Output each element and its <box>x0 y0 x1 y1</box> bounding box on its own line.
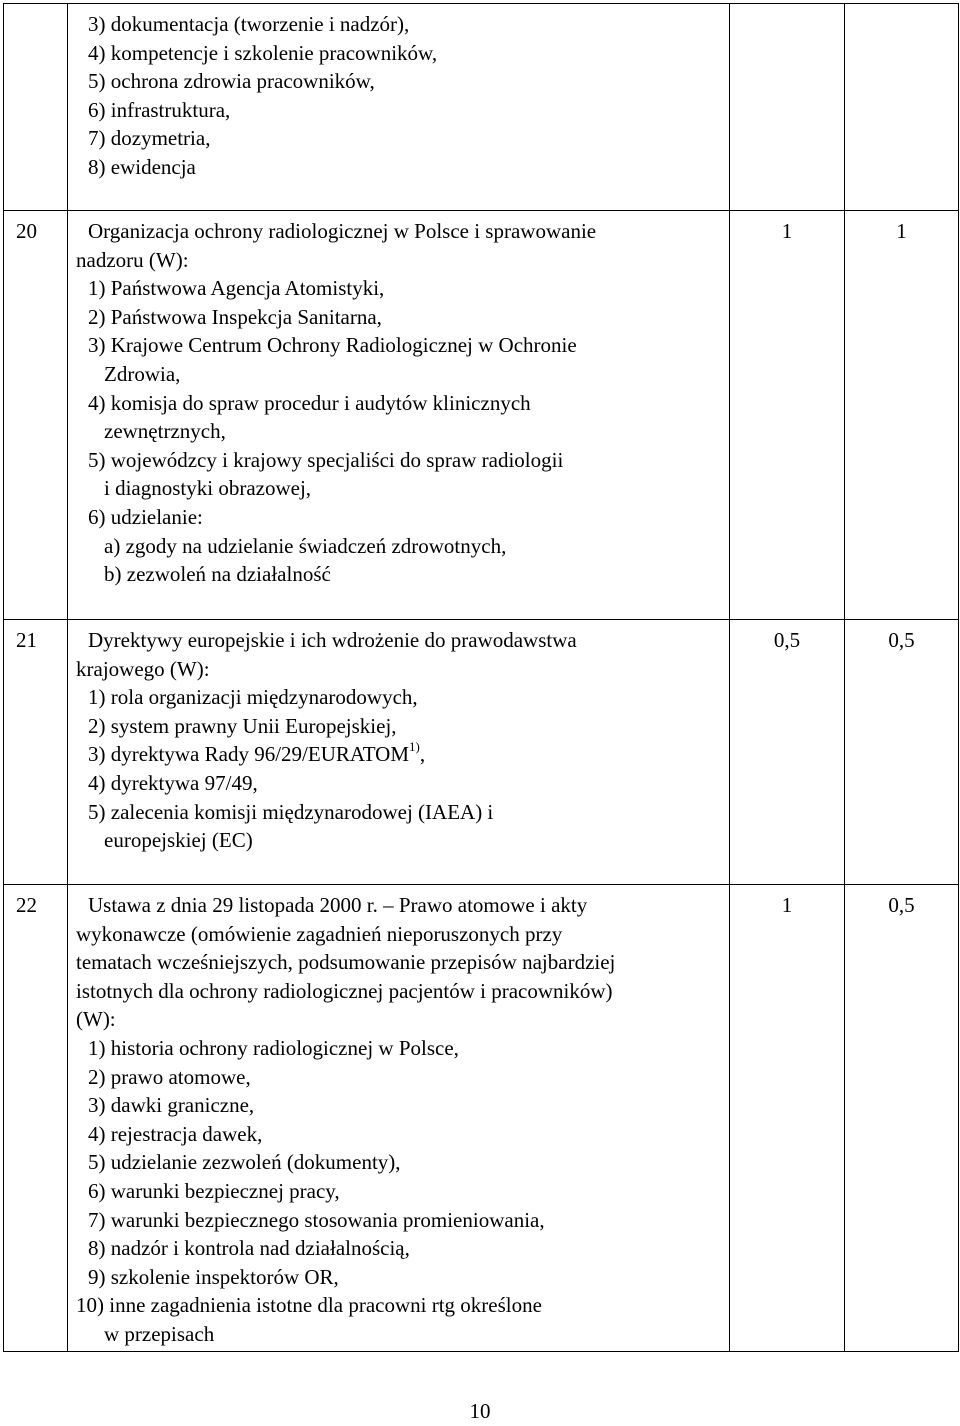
topic-line: 9) szkolenie inspektorów OR, <box>88 1264 339 1289</box>
topic-line: 5) zalecenia komisji międzynarodowej (IAEA) i <box>88 799 494 824</box>
hours-cell-2: 0,5 <box>845 885 959 1352</box>
topic-line: 4) kompetencje i szkolenie pracowników, <box>88 40 438 65</box>
topic-line: 4) rejestracja dawek, <box>88 1121 263 1146</box>
topic-line: 2) prawo atomowe, <box>88 1064 251 1089</box>
table-row <box>4 885 959 1352</box>
topic-title-line: Ustawa z dnia 29 listopada 2000 r. – Prawo atomowe i akty <box>88 893 588 917</box>
topic-line: 7) warunki bezpiecznego stosowania promieniowania, <box>88 1207 545 1232</box>
topic-line: 8) ewidencja <box>88 154 196 179</box>
table-row <box>4 620 959 885</box>
topic-line: 10) inne zagadnienia istotne dla pracowni rtg określone <box>76 1293 542 1318</box>
topic-line: i diagnostyki obrazowej, <box>104 476 312 501</box>
topic-line: 2) system prawny Unii Europejskiej, <box>88 713 397 738</box>
topic-line: 5) udzielanie zezwoleń (dokumenty), <box>88 1150 401 1175</box>
table-row <box>4 211 959 620</box>
hours-cell-1: 1 <box>730 885 845 1352</box>
topic-cell <box>68 4 730 211</box>
topic-line: 1) rola organizacji międzynarodowych, <box>88 685 418 710</box>
footnote-after: , <box>419 742 426 767</box>
topic-line: 6) warunki bezpiecznej pracy, <box>88 1178 340 1203</box>
topic-line: Zdrowia, <box>104 361 181 386</box>
hours-cell-1: 0,5 <box>730 620 845 885</box>
topic-line: 5) ochrona zdrowia pracowników, <box>88 69 375 94</box>
row-number: 22 <box>4 885 68 1352</box>
hours-cell-1: 1 <box>730 211 845 620</box>
table-row <box>4 4 959 211</box>
row-number <box>4 4 68 211</box>
footnote-mark: 1) <box>409 739 420 755</box>
topic-line: 3) dawki graniczne, <box>88 1093 255 1118</box>
topic-title-line: istotnych dla ochrony radiologicznej pacjentów i pracowników) <box>76 978 613 1003</box>
topic-cell <box>68 620 730 885</box>
topic-line: 2) Państwowa Inspekcja Sanitarna, <box>88 304 382 329</box>
topic-line: zewnętrznych, <box>104 419 226 444</box>
topic-line: 8) nadzór i kontrola nad działalnością, <box>88 1236 410 1261</box>
syllabus-table <box>3 3 959 1352</box>
topic-line: 1) Państwowa Agencja Atomistyki, <box>88 276 385 301</box>
topic-line: 4) komisja do spraw procedur i audytów klinicznych <box>88 390 531 415</box>
topic-cell <box>68 885 730 1352</box>
hours-cell-1 <box>730 4 845 211</box>
row-number: 21 <box>4 620 68 885</box>
topic-line: 3) dokumentacja (tworzenie i nadzór), <box>88 12 410 36</box>
topic-line: w przepisach <box>104 1321 215 1346</box>
topic-line: 6) infrastruktura, <box>88 97 231 122</box>
topic-title-line: Organizacja ochrony radiologicznej w Polsce i sprawowanie <box>88 219 597 243</box>
topic-line: 7) dozymetria, <box>88 126 211 151</box>
topic-line-text: 3) dyrektywa Rady 96/29/EURATOM <box>88 742 409 767</box>
topic-line: europejskiej (EC) <box>104 828 253 853</box>
page-number: 10 <box>469 1399 491 1423</box>
topic-cell <box>68 211 730 620</box>
topic-line: 1) historia ochrony radiologicznej w Polsce, <box>88 1035 459 1060</box>
topic-line: 4) dyrektywa 97/49, <box>88 770 258 795</box>
topic-line: b) zezwoleń na działalność <box>104 562 331 587</box>
topic-line: 3) Krajowe Centrum Ochrony Radiologicznej w Ochronie <box>88 333 577 358</box>
topic-title-line: krajowego (W): <box>76 656 210 681</box>
topic-title-line: Dyrektywy europejskie i ich wdrożenie do prawodawstwa <box>88 628 577 652</box>
topic-title-line: wykonawcze (omówienie zagadnień nieporuszonych przy <box>76 921 563 946</box>
topic-line: a) zgody na udzielanie świadczeń zdrowotnych, <box>104 533 507 558</box>
hours-cell-2: 1 <box>845 211 959 620</box>
topic-title-line: tematach wcześniejszych, podsumowanie przepisów najbardziej <box>76 950 616 975</box>
topic-line: 6) udzielanie: <box>88 504 203 529</box>
topic-title-line: nadzoru (W): <box>76 247 189 272</box>
topic-title-line: (W): <box>76 1007 116 1032</box>
row-number: 20 <box>4 211 68 620</box>
topic-line <box>76 740 729 769</box>
hours-cell-2 <box>845 4 959 211</box>
hours-cell-2: 0,5 <box>845 620 959 885</box>
topic-line: 5) wojewódzcy i krajowy specjaliści do spraw radiologii <box>88 447 564 472</box>
